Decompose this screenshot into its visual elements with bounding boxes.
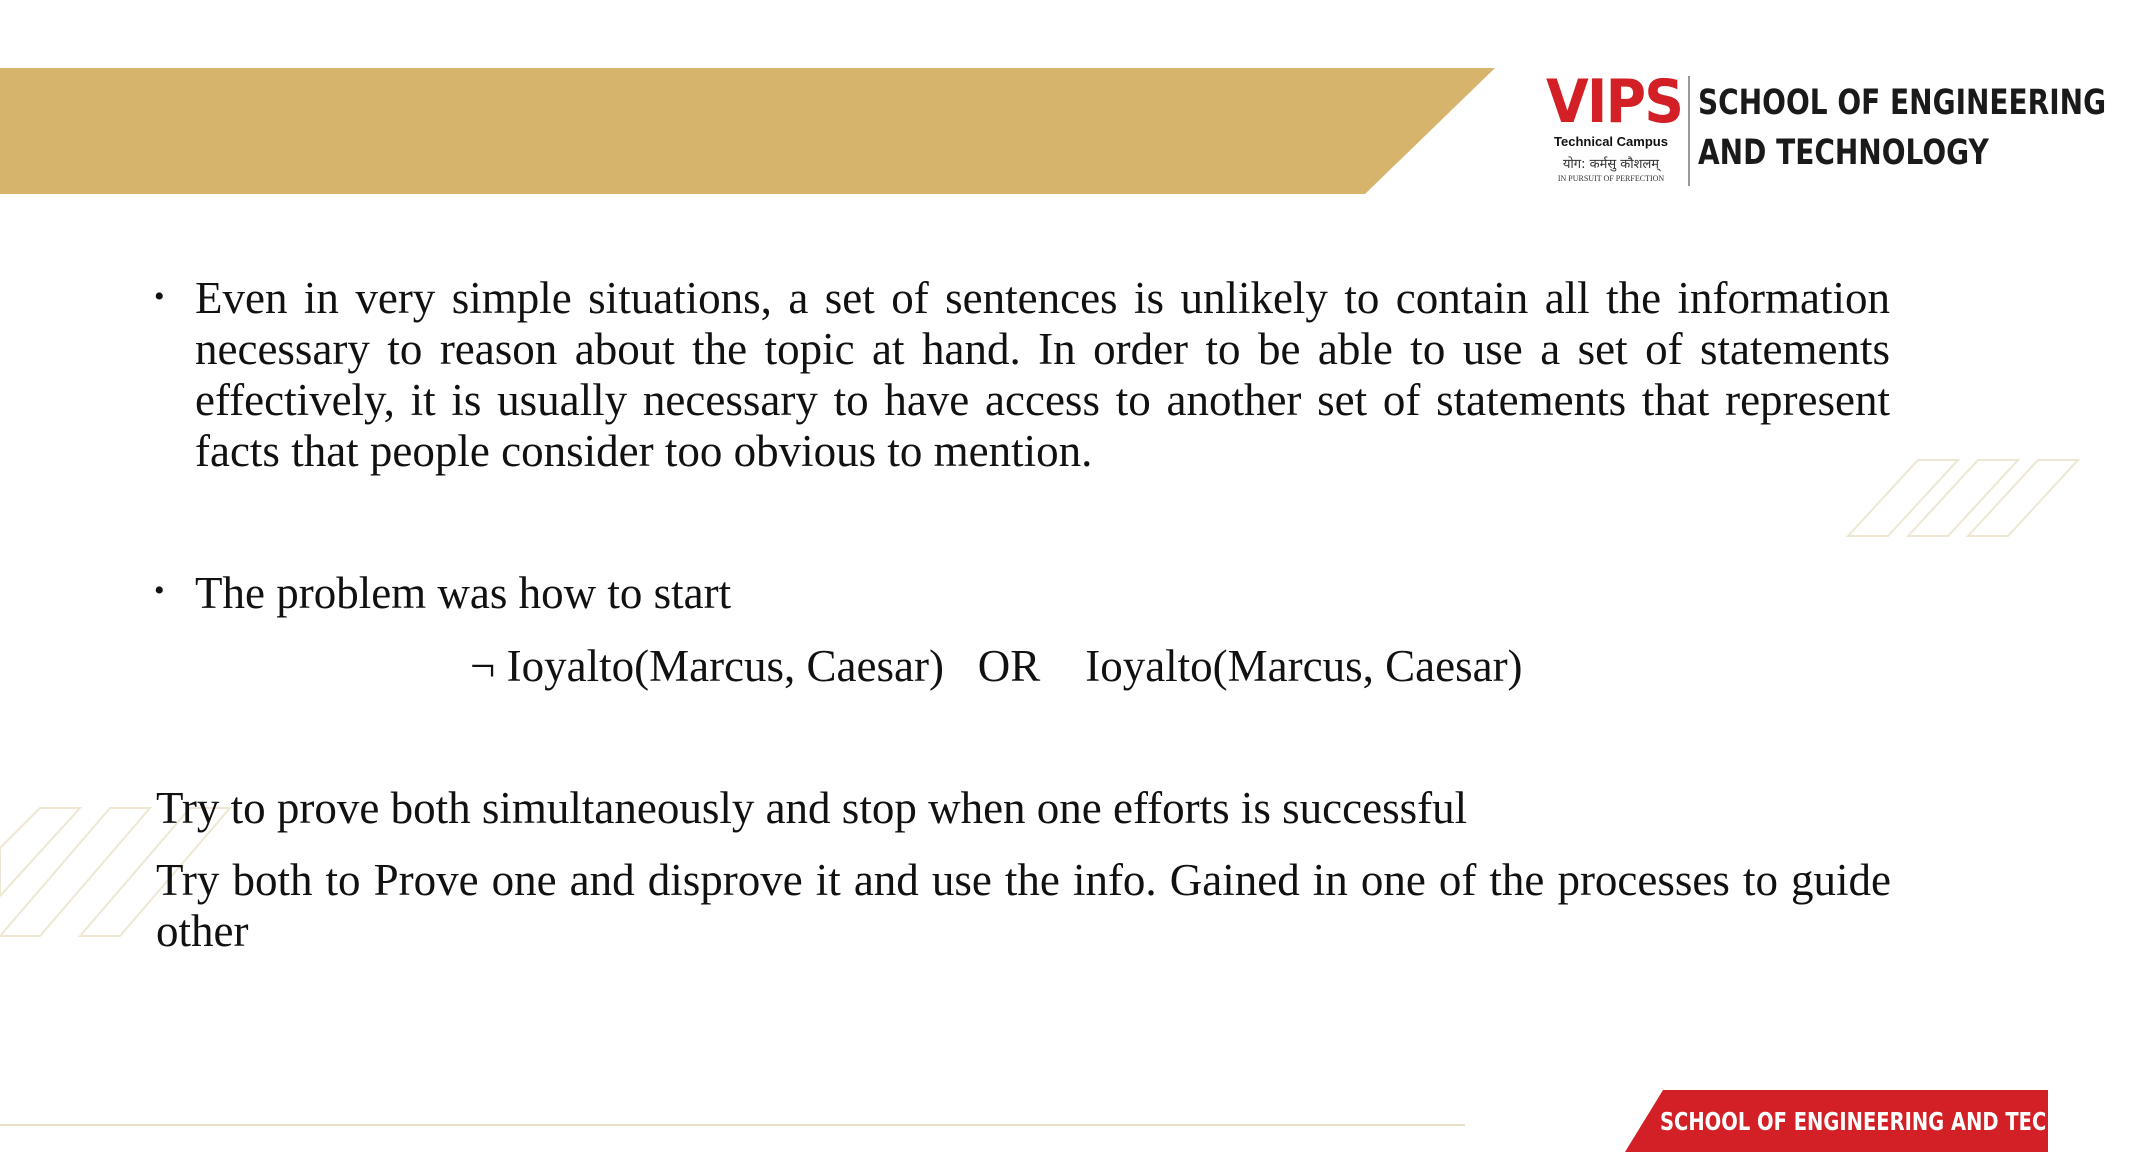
vips-tagline: IN PURSUIT OF PERFECTION — [1557, 174, 1665, 183]
vips-logo-mark — [1546, 67, 1683, 190]
school-name-line1: SCHOOL OF ENGINEERING — [1698, 83, 2107, 123]
footer-label: SCHOOL OF ENGINEERING AND TECHNOLOGY — [1660, 1107, 2154, 1136]
paragraph-background-knowledge: Even in very simple situations, a set of sentences is unlikely to contain all the information necessary to reason about the topic at hand. In order to be able to use a set of statements effectively, it is usually necessary to have access to another set of statements that represent facts that people consider too obvious to mention. — [195, 273, 1890, 476]
bottom-divider — [0, 1124, 1465, 1126]
school-name-line2: AND TECHNOLOGY — [1698, 133, 1989, 173]
logo-divider — [1688, 76, 1690, 186]
bullet-point: • — [154, 280, 165, 313]
vips-wordmark: VIPS — [1546, 67, 1683, 137]
paragraph-strategy-1: Try to prove both simultaneously and stop when one efforts is successful — [156, 783, 1468, 833]
logic-formula: ¬ Ioyalto(Marcus, Caesar) OR Ioyalto(Marcus, Caesar) — [470, 641, 1523, 691]
header-banner — [0, 68, 1495, 194]
vips-motto: योग: कर्मसु कौशलम् — [1562, 157, 1660, 172]
school-logo — [1546, 67, 2107, 190]
school-name — [1698, 78, 2106, 178]
paragraph-problem: The problem was how to start — [195, 568, 732, 618]
bullet-point: • — [154, 574, 165, 607]
paragraph-strategy-2: Try both to Prove one and disprove it and use the info. Gained in one of the processes to guide other — [156, 855, 1891, 956]
vips-subtitle: Technical Campus — [1554, 134, 1668, 149]
